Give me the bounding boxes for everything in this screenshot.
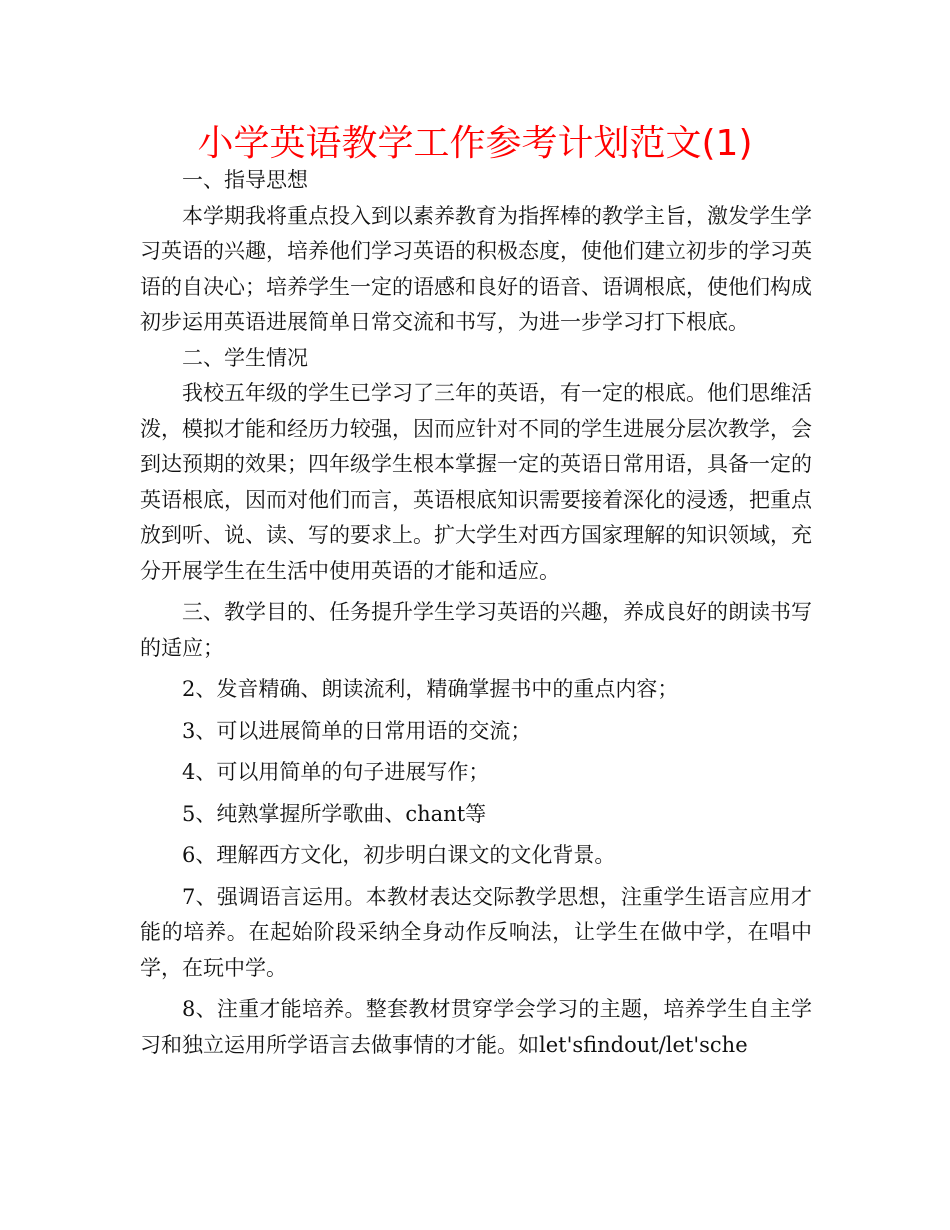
section-heading-guiding-ideology: 一、指导思想 (182, 168, 308, 192)
list-item-goal-6: 6、理解西方文化，初步明白课文的文化背景。 (182, 843, 616, 867)
list-item-goal-5: 5、纯熟掌握所学歌曲、chant等 (182, 801, 487, 826)
paragraph-student-situation: 我校五年级的学生已学习了三年的英语，有一定的根底。他们思维活泼，模拟才能和经历力较强，因而应针对不同的学生进展分层次教学，会到达预期的效果；四年级学生根本掌握一定的英语日常用语，具备一定的英语根底，因而对他们而言，英语根底知识需要接着深化的浸透，把重点放到听、说、读、写的要求上。扩大学生对西方国家理解的知识领域，充分开展学生在生活中使用英语的才能和适应。 (140, 381, 812, 583)
list-item-goal-2: 2、发音精确、朗读流利，精确掌握书中的重点内容； (182, 677, 679, 701)
document-body (140, 163, 812, 1063)
paragraph-teaching-goals: 三、教学目的、任务提升学生学习英语的兴趣，养成良好的朗读书写的适应； (140, 600, 812, 660)
list-item-goal-7: 7、强调语言运用。本教材表达交际教学思想，注重学生语言应用才能的培养。在起始阶段采纳全身动作反响法，让学生在做中学，在唱中学，在玩中学。 (140, 884, 812, 980)
paragraph-guiding-ideology: 本学期我将重点投入到以素养教育为指挥棒的教学主旨，激发学生学习英语的兴趣，培养他们学习英语的积极态度，使他们建立初步的学习英语的自决心；培养学生一定的语感和良好的语音、语调根底，使他们构成初步运用英语进展简单日常交流和书写，为进一步学习打下根底。 (140, 203, 812, 334)
document-title: 小学英语教学工作参考计划范文(1) (197, 123, 753, 164)
section-heading-student-situation: 二、学生情况 (182, 345, 308, 370)
list-item-goal-8: 8、注重才能培养。整套教材贯穿学会学习的主题，培养学生自主学习和独立运用所学语言去做事情的才能。如let'sfindout/let'sche (140, 997, 812, 1057)
list-item-goal-3: 3、可以进展简单的日常用语的交流； (182, 718, 532, 743)
list-item-goal-4: 4、可以用简单的句子进展写作； (182, 760, 490, 784)
